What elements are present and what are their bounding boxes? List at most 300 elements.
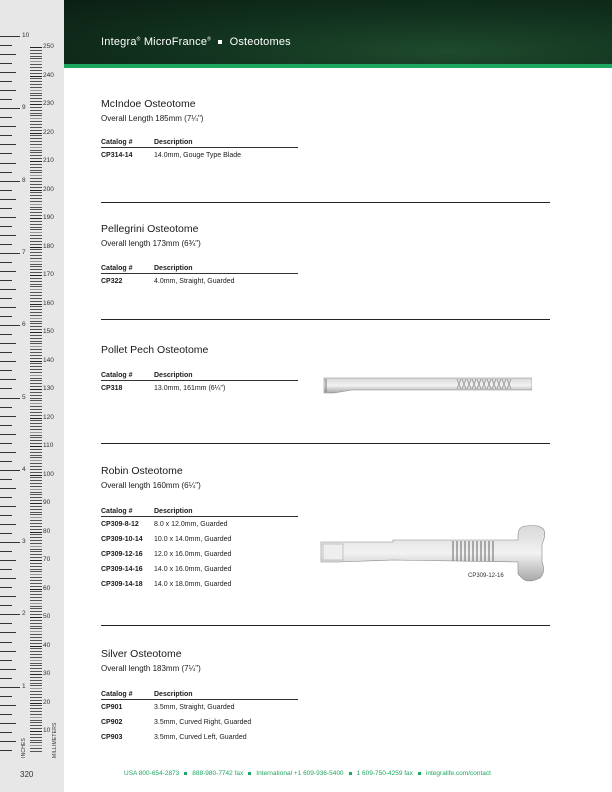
mm-tick [30, 657, 42, 658]
mm-tick [30, 680, 42, 681]
inch-tick [0, 533, 12, 534]
phone-usa: USA 800-654-2873 [124, 770, 180, 777]
inch-tick [0, 316, 12, 317]
mm-tick [30, 172, 42, 173]
mm-tick [30, 110, 42, 111]
table-header: Catalog # Description [101, 265, 298, 274]
mm-tick [30, 722, 42, 723]
mm-label: 130 [43, 385, 54, 392]
mm-tick [30, 597, 42, 598]
mm-tick [30, 198, 42, 199]
inch-tick [0, 398, 20, 399]
mm-tick [30, 363, 42, 364]
mm-tick [30, 244, 42, 245]
robin-osteotome-image [318, 522, 558, 584]
table-row: CP309-8-12 8.0 x 12.0mm, Guarded [101, 521, 228, 528]
mm-tick [30, 315, 42, 316]
mm-tick [30, 349, 42, 350]
mm-tick [30, 53, 42, 54]
mm-tick [30, 566, 42, 567]
mm-tick [30, 740, 42, 741]
mm-tick [30, 127, 42, 128]
product-title: Pollet Pech Osteotome [101, 344, 209, 356]
mm-tick [30, 87, 42, 88]
mm-tick [30, 269, 42, 270]
mm-tick [30, 104, 42, 105]
mm-tick [30, 147, 42, 148]
mm-label: 70 [43, 556, 51, 563]
mm-tick [30, 369, 42, 370]
measurement-ruler [0, 0, 64, 792]
mm-label: 80 [43, 527, 51, 535]
inch-tick [0, 642, 12, 643]
inch-tick [0, 723, 16, 724]
mm-tick [30, 355, 42, 356]
mm-tick [30, 138, 42, 139]
mm-label: 40 [43, 641, 51, 649]
image-caption: CP309-12-16 [468, 573, 504, 579]
mm-tick [30, 668, 42, 669]
mm-tick [30, 449, 42, 450]
mm-tick [30, 634, 42, 635]
mm-tick [30, 329, 42, 330]
inch-tick [0, 190, 12, 191]
mm-tick [30, 235, 42, 236]
mm-tick [30, 671, 42, 672]
inch-tick [0, 181, 20, 182]
inch-tick [0, 714, 12, 715]
header-accent-bar [64, 64, 612, 68]
mm-tick [30, 141, 42, 142]
table-row: CP309-10-14 10.0 x 14.0mm, Guarded [101, 536, 232, 543]
mm-tick [30, 101, 42, 102]
mm-tick [30, 181, 42, 182]
mm-tick [30, 380, 42, 381]
product-title: Silver Osteotome [101, 648, 182, 660]
mm-label: 250 [43, 43, 54, 50]
inch-tick [0, 163, 16, 164]
mm-label: 220 [43, 128, 54, 136]
mm-tick [30, 184, 42, 185]
inch-tick [0, 36, 20, 37]
mm-tick [30, 617, 42, 618]
inch-tick [0, 72, 16, 73]
mm-tick [30, 711, 42, 712]
mm-tick [30, 551, 42, 552]
mm-tick [30, 571, 42, 572]
mm-tick [30, 717, 42, 718]
section-divider [101, 443, 550, 444]
mm-tick [30, 683, 42, 684]
inch-tick [0, 461, 12, 462]
mm-tick [30, 643, 42, 644]
mm-tick [30, 703, 42, 704]
catalog-table [101, 691, 298, 745]
inch-tick [0, 443, 12, 444]
mm-tick [30, 526, 42, 527]
mm-tick [30, 694, 42, 695]
mm-tick [30, 406, 42, 407]
mm-tick [30, 742, 42, 743]
inch-tick [0, 623, 12, 624]
inch-tick [0, 660, 12, 661]
mm-tick [30, 121, 42, 122]
mm-label: 170 [43, 271, 54, 278]
mm-tick [30, 187, 42, 188]
mm-label: 60 [43, 584, 51, 592]
table-header: Catalog # Description [101, 508, 298, 517]
mm-tick [30, 600, 42, 601]
mm-tick [30, 569, 42, 570]
inch-tick [0, 687, 20, 688]
table-row: CP901 3.5mm, Straight, Guarded [101, 704, 235, 711]
inch-tick [0, 217, 16, 218]
mm-tick [30, 90, 42, 91]
contact-link[interactable]: integralife.com/contact [425, 770, 491, 777]
inch-tick [0, 235, 16, 236]
mm-tick [30, 375, 42, 376]
mm-tick [30, 298, 42, 299]
mm-tick [30, 728, 42, 729]
inch-tick [0, 370, 12, 371]
inch-tick [0, 651, 16, 652]
inch-tick [0, 352, 12, 353]
inch-tick [0, 452, 16, 453]
mm-tick [30, 232, 42, 233]
table-header: Catalog # Description [101, 139, 298, 148]
inch-tick [0, 244, 12, 245]
pollet-pech-osteotome-image [322, 376, 532, 396]
mm-tick [30, 563, 42, 564]
inch-tick [0, 425, 12, 426]
mm-tick [30, 543, 42, 544]
inch-tick [0, 54, 16, 55]
mm-tick [30, 608, 42, 609]
mm-tick [30, 540, 42, 541]
mm-tick [30, 409, 42, 410]
mm-tick [30, 204, 42, 205]
product-section-pollet-pech [101, 344, 208, 357]
mm-tick [30, 152, 42, 153]
mm-tick [30, 415, 42, 416]
mm-tick [30, 557, 42, 558]
mm-tick [30, 497, 42, 498]
mm-tick [30, 435, 42, 436]
inch-label: 4 [22, 465, 26, 473]
mm-tick [30, 358, 42, 359]
mm-label: 230 [43, 100, 54, 107]
inch-tick [0, 569, 12, 570]
inch-tick [0, 307, 16, 308]
mm-tick [30, 460, 42, 461]
product-length: Overall Length 185mm (7¼") [101, 114, 204, 123]
inch-tick [0, 696, 12, 697]
inch-tick [0, 343, 16, 344]
mm-tick [30, 432, 42, 433]
mm-tick [30, 654, 42, 655]
table-row: CP309-14-16 14.0 x 16.0mm, Guarded [101, 566, 232, 573]
mm-tick [30, 58, 42, 59]
brand-integra: Integra [101, 36, 137, 48]
mm-tick [30, 150, 42, 151]
mm-tick [30, 107, 42, 108]
mm-tick [30, 400, 42, 401]
section-divider [101, 202, 550, 203]
product-section-robin [101, 465, 201, 492]
inch-tick [0, 678, 12, 679]
mm-tick [30, 352, 42, 353]
mm-tick [30, 554, 42, 555]
mm-tick [30, 606, 42, 607]
mm-tick [30, 278, 42, 279]
page-header-banner [64, 0, 612, 64]
inch-tick [0, 63, 12, 64]
table-row: CP314-14 14.0mm, Gouge Type Blade [101, 152, 242, 159]
mm-tick [30, 332, 42, 333]
contact-footer [124, 770, 491, 777]
mm-tick [30, 201, 42, 202]
mm-tick [30, 252, 42, 253]
mm-tick [30, 207, 42, 208]
mm-tick [30, 520, 42, 521]
catalog-table [101, 265, 298, 289]
mm-tick [30, 227, 42, 228]
mm-tick [30, 440, 42, 441]
mm-tick [30, 494, 42, 495]
mm-tick [30, 437, 42, 438]
mm-tick [30, 705, 42, 706]
mm-tick [30, 301, 42, 302]
inch-tick [0, 172, 12, 173]
mm-tick [30, 577, 42, 578]
mm-tick [30, 725, 42, 726]
product-title: Pellegrini Osteotome [101, 223, 199, 235]
mm-tick [30, 586, 42, 587]
mm-tick [30, 517, 42, 518]
inch-label: 5 [22, 393, 26, 401]
inch-tick [0, 99, 12, 100]
fax-usa: 888-980-7742 fax [192, 770, 244, 777]
mm-tick [30, 286, 42, 287]
mm-tick [30, 480, 42, 481]
mm-tick [30, 463, 42, 464]
mm-tick [30, 665, 42, 666]
mm-tick [30, 209, 42, 210]
inch-tick [0, 524, 16, 525]
mm-tick [30, 637, 42, 638]
inch-tick [0, 117, 12, 118]
mm-tick [30, 500, 42, 501]
mm-tick [30, 514, 42, 515]
mm-tick [30, 734, 42, 735]
inch-tick [0, 542, 20, 543]
mm-label: 140 [43, 356, 54, 364]
mm-tick [30, 338, 42, 339]
inch-tick [0, 506, 16, 507]
inch-tick [0, 108, 20, 109]
millimeters-label: MILLIMETERS [52, 722, 58, 758]
bullet-square-icon [184, 772, 187, 775]
product-title: McIndoe Osteotome [101, 98, 196, 110]
mm-tick [30, 272, 42, 273]
mm-tick [30, 98, 42, 99]
mm-tick [30, 574, 42, 575]
inch-tick [0, 479, 12, 480]
mm-tick [30, 312, 42, 313]
product-length: Overall length 173mm (6¾") [101, 239, 201, 248]
mm-tick [30, 218, 42, 219]
mm-tick [30, 304, 42, 305]
inch-tick [0, 587, 12, 588]
inch-tick [0, 632, 16, 633]
mm-tick [30, 452, 42, 453]
mm-tick [30, 247, 42, 248]
inch-tick [0, 560, 16, 561]
table-header: Catalog # Description [101, 691, 298, 700]
mm-tick [30, 583, 42, 584]
inch-tick [0, 578, 16, 579]
mm-tick [30, 506, 42, 507]
mm-tick [30, 281, 42, 282]
mm-tick [30, 118, 42, 119]
mm-tick [30, 489, 42, 490]
inch-label: 7 [22, 248, 26, 256]
mm-tick [30, 255, 42, 256]
mm-tick [30, 446, 42, 447]
inch-tick [0, 226, 12, 227]
mm-tick [30, 341, 42, 342]
mm-label: 30 [43, 670, 51, 677]
table-header: Catalog # Description [101, 372, 298, 381]
mm-tick [30, 76, 42, 77]
inch-tick [0, 669, 16, 670]
mm-tick [30, 737, 42, 738]
mm-tick [30, 224, 42, 225]
mm-tick [30, 164, 42, 165]
mm-tick [30, 67, 42, 68]
mm-tick [30, 335, 42, 336]
mm-tick [30, 378, 42, 379]
page-header-title: Integra® MicroFrance® Osteotomes [101, 36, 291, 48]
mm-label: 50 [43, 613, 51, 620]
mm-tick [30, 697, 42, 698]
mm-tick [30, 509, 42, 510]
mm-tick [30, 190, 42, 191]
mm-label: 90 [43, 499, 51, 506]
mm-label: 10 [43, 727, 51, 734]
inch-tick [0, 208, 12, 209]
mm-tick [30, 651, 42, 652]
mm-tick [30, 56, 42, 57]
mm-tick [30, 420, 42, 421]
inch-tick [0, 750, 12, 751]
mm-tick [30, 221, 42, 222]
mm-tick [30, 614, 42, 615]
mm-tick [30, 212, 42, 213]
mm-tick [30, 512, 42, 513]
mm-label: 210 [43, 157, 54, 164]
inch-tick [0, 732, 12, 733]
mm-tick [30, 503, 42, 504]
mm-tick [30, 175, 42, 176]
section-name: Osteotomes [229, 36, 291, 48]
inch-label: 6 [22, 321, 26, 329]
mm-tick [30, 751, 42, 752]
product-length: Overall length 183mm (7¼") [101, 664, 201, 673]
mm-tick [30, 144, 42, 145]
mm-tick [30, 731, 42, 732]
mm-tick [30, 84, 42, 85]
mm-tick [30, 61, 42, 62]
table-row: CP903 3.5mm, Curved Left, Guarded [101, 734, 247, 741]
mm-tick [30, 455, 42, 456]
mm-tick [30, 326, 42, 327]
mm-tick [30, 73, 42, 74]
bullet-square-icon [418, 772, 421, 775]
mm-tick [30, 78, 42, 79]
mm-tick [30, 266, 42, 267]
inch-tick [0, 379, 16, 380]
mm-tick [30, 660, 42, 661]
product-title: Robin Osteotome [101, 465, 183, 477]
mm-tick [30, 70, 42, 71]
inch-tick [0, 497, 12, 498]
mm-tick [30, 549, 42, 550]
mm-label: 200 [43, 185, 54, 193]
inch-tick [0, 45, 12, 46]
catalog-table [101, 139, 298, 163]
inch-tick [0, 289, 16, 290]
page-number: 320 [20, 770, 34, 779]
table-row: CP322 4.0mm, Straight, Guarded [101, 278, 235, 285]
bullet-square-icon [248, 772, 251, 775]
bullet-square-icon [218, 40, 222, 44]
mm-tick [30, 178, 42, 179]
mm-tick [30, 603, 42, 604]
inch-label: 3 [22, 538, 26, 546]
inch-tick [0, 325, 20, 326]
mm-tick [30, 295, 42, 296]
mm-tick [30, 215, 42, 216]
inch-tick [0, 614, 20, 615]
mm-tick [30, 195, 42, 196]
mm-tick [30, 626, 42, 627]
mm-tick [30, 483, 42, 484]
inch-tick [0, 515, 12, 516]
mm-tick [30, 392, 42, 393]
mm-tick [30, 158, 42, 159]
mm-tick [30, 161, 42, 162]
inch-tick [0, 90, 16, 91]
mm-tick [30, 398, 42, 399]
mm-tick [30, 472, 42, 473]
mm-tick [30, 469, 42, 470]
inch-tick [0, 298, 12, 299]
mm-tick [30, 418, 42, 419]
mm-tick [30, 261, 42, 262]
mm-label: 20 [43, 698, 51, 706]
inch-tick [0, 144, 16, 145]
table-row: CP902 3.5mm, Curved Right, Guarded [101, 719, 252, 726]
mm-tick [30, 466, 42, 467]
mm-tick [30, 412, 42, 413]
mm-tick [30, 534, 42, 535]
mm-label: 150 [43, 328, 54, 335]
mm-tick [30, 383, 42, 384]
bullet-square-icon [349, 772, 352, 775]
mm-tick [30, 648, 42, 649]
inch-tick [0, 361, 16, 362]
